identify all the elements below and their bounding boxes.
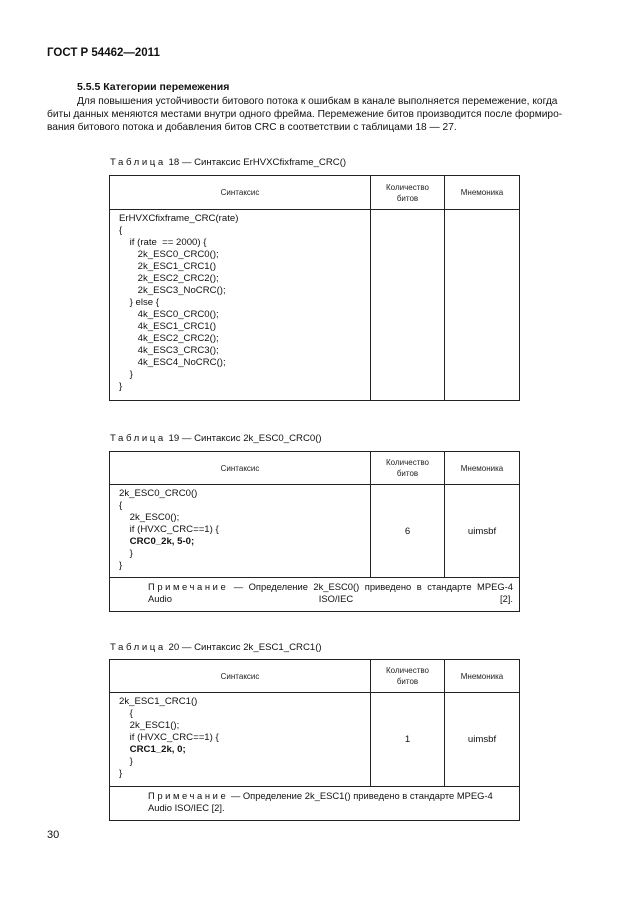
note-row [110,578,520,612]
table-header-row [110,176,520,210]
table-18-caption: Таблица 18 — Синтаксис ErHVXCfixframe_CRC() [110,157,347,168]
table-row [110,485,520,578]
paragraph-line: вания битового потока и добавления битов CRC в соответствии с таблицами 18 — 27. [47,122,457,133]
paragraph-line: биты данных меняются местами внутри одного фрейма. Перемежение битов производится после формиро- [47,109,563,120]
note-row [110,787,520,821]
syntax-cell [110,485,371,578]
table-19 [109,451,520,612]
mnemonic-cell [445,210,520,401]
page-number: 30 [47,829,60,841]
section-paragraph [47,95,583,134]
mnemonic-cell: uimsbf [445,485,520,578]
document-header: ГОСТ Р 54462—2011 [47,47,160,59]
code-block: 2k_ESC1_CRC1() { 2k_ESC1(); if (HVXC_CRC==1) { CRC1_2k, 0; } } [119,696,219,779]
column-header-bits: Количество битов [371,176,445,210]
table-row [110,693,520,787]
syntax-cell [110,693,371,787]
column-header-mnemonic: Мнемоника [445,176,520,210]
table-20 [109,659,520,821]
bits-cell [371,210,445,401]
column-header-syntax: Синтаксис [110,660,371,693]
table-note: Примечание — Определение 2k_ESC0() приведено в стандарте MPEG-4 Audio ISO/IEC [2]. [110,578,520,612]
column-header-bits: Количество битов [371,660,445,693]
code-block: ErHVXCfixframe_CRC(rate) { if (rate == 2000) { 2k_ESC0_CRC0(); 2k_ESC1_CRC1() 2k_ESC2_CRC2(); 2k_ESC3_NoCRC(); } else { 4k_ESC0_CRC0(); 4k_ESC1_CRC1() 4k_ESC2_CRC2(); 4k_ESC3_CRC3(); 4k_ESC4_NoCRC(); } } [119,213,239,392]
column-header-syntax: Синтаксис [110,176,371,210]
code-block: 2k_ESC0_CRC0() { 2k_ESC0(); if (HVXC_CRC==1) { CRC0_2k, 5-0; } } [119,488,219,571]
table-19-caption: Таблица 19 — Синтаксис 2k_ESC0_CRC0() [110,433,322,444]
column-header-syntax: Синтаксис [110,452,371,485]
bits-cell: 1 [371,693,445,787]
table-18 [109,175,520,401]
table-header-row [110,660,520,693]
column-header-mnemonic: Мнемоника [445,452,520,485]
table-note: Примечание — Определение 2k_ESC1() приведено в стандарте MPEG-4 Audio ISO/IEC [2]. [110,787,520,821]
bits-cell: 6 [371,485,445,578]
table-row [110,210,520,401]
column-header-mnemonic: Мнемоника [445,660,520,693]
table-20-caption: Таблица 20 — Синтаксис 2k_ESC1_CRC1() [110,642,322,653]
paragraph-line: Для повышения устойчивости битового потока к ошибкам в канале выполняется перемежение, когда [77,96,558,107]
section-title: 5.5.5 Категории перемежения [77,81,230,93]
mnemonic-cell: uimsbf [445,693,520,787]
syntax-cell [110,210,371,401]
table-header-row [110,452,520,485]
column-header-bits: Количество битов [371,452,445,485]
